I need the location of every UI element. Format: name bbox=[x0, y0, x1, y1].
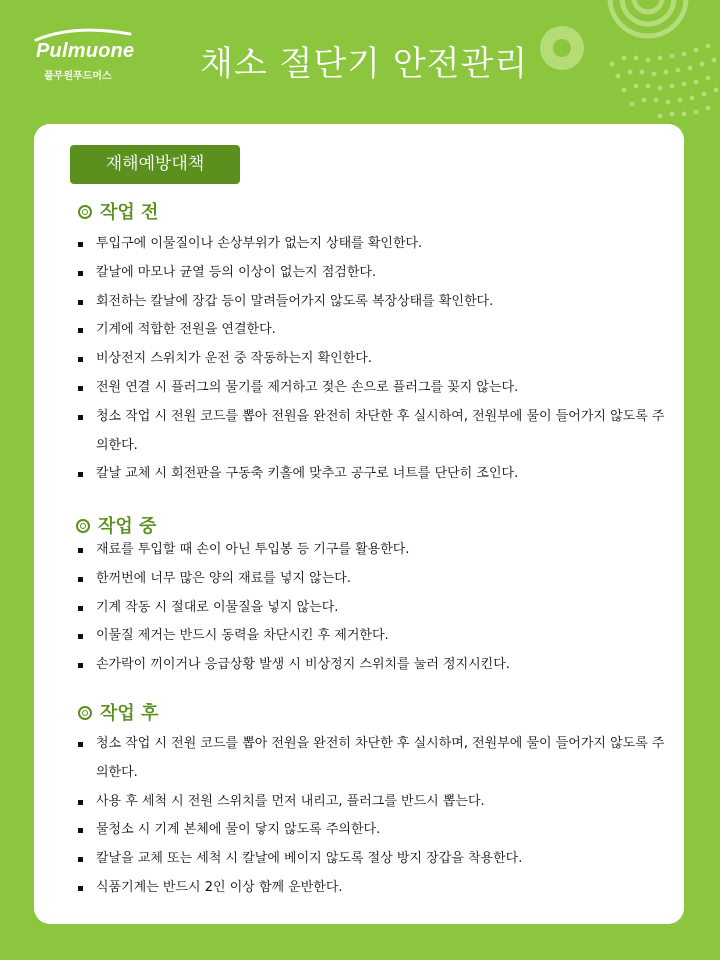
list-item: 손가락이 끼이거나 응급상황 발생 시 비상정지 스위치를 눌러 정지시킨다. bbox=[76, 651, 666, 680]
section-heading-label: 작업 전 bbox=[100, 202, 159, 223]
double-circle-icon bbox=[76, 519, 90, 533]
list-item: 사용 후 세척 시 전원 스위치를 먼저 내리고, 플러그를 반드시 뽑는다. bbox=[76, 788, 666, 817]
list-item: 칼날 교체 시 회전판을 구동축 키홀에 맞추고 공구로 너트를 단단히 조인다. bbox=[76, 460, 666, 489]
before-list bbox=[76, 230, 666, 489]
list-item: 청소 작업 시 전원 코드를 뽑아 전원을 완전히 차단한 후 실시하여, 전원부에 물이 들어가지 않도록 주의한다. bbox=[76, 403, 666, 461]
section-heading-during bbox=[76, 512, 156, 538]
section-heading-label: 작업 후 bbox=[100, 703, 159, 724]
brand-subname: 풀무원푸드머스 bbox=[44, 71, 112, 82]
list-item: 전원 연결 시 플러그의 물기를 제거하고 젖은 손으로 플러그를 꽂지 않는다. bbox=[76, 374, 666, 403]
section-heading-before bbox=[78, 198, 158, 224]
brand-name: Pulmuone bbox=[36, 40, 135, 62]
double-circle-icon bbox=[78, 706, 92, 720]
list-item: 재료를 투입할 때 손이 아닌 투입봉 등 기구를 활용한다. bbox=[76, 536, 666, 565]
list-item: 투입구에 이물질이나 손상부위가 없는지 상태를 확인한다. bbox=[76, 230, 666, 259]
section-badge: 재해예방대책 bbox=[70, 145, 240, 184]
during-list bbox=[76, 536, 666, 680]
section-heading-after bbox=[78, 699, 158, 725]
list-item: 칼날을 교체 또는 세척 시 칼날에 베이지 않도록 절상 방지 장갑을 착용한다. bbox=[76, 845, 666, 874]
section-heading-label: 작업 중 bbox=[98, 516, 157, 537]
list-item: 물청소 시 기계 본체에 물이 닿지 않도록 주의한다. bbox=[76, 816, 666, 845]
page-title: 채소 절단기 안전관리 bbox=[200, 44, 529, 84]
list-item: 비상전지 스위치가 운전 중 작동하는지 확인한다. bbox=[76, 345, 666, 374]
list-item: 회전하는 칼날에 장갑 등이 말려들어가지 않도록 복장상태를 확인한다. bbox=[76, 288, 666, 317]
list-item: 기계 작동 시 절대로 이물질을 넣지 않는다. bbox=[76, 594, 666, 623]
list-item: 청소 작업 시 전원 코드를 뽑아 전원을 완전히 차단한 후 실시하며, 전원부에 물이 들어가지 않도록 주의한다. bbox=[76, 730, 666, 788]
brand-logo bbox=[34, 26, 154, 82]
list-item: 식품기계는 반드시 2인 이상 함께 운반한다. bbox=[76, 874, 666, 903]
double-circle-icon bbox=[78, 205, 92, 219]
list-item: 한꺼번에 너무 많은 양의 재료를 넣지 않는다. bbox=[76, 565, 666, 594]
list-item: 칼날에 마모나 균열 등의 이상이 없는지 점검한다. bbox=[76, 259, 666, 288]
decorative-circles-icon bbox=[520, 0, 720, 130]
list-item: 이물질 제거는 반드시 동력을 차단시킨 후 제거한다. bbox=[76, 622, 666, 651]
after-list bbox=[76, 730, 666, 903]
list-item: 기계에 적합한 전원을 연결한다. bbox=[76, 316, 666, 345]
